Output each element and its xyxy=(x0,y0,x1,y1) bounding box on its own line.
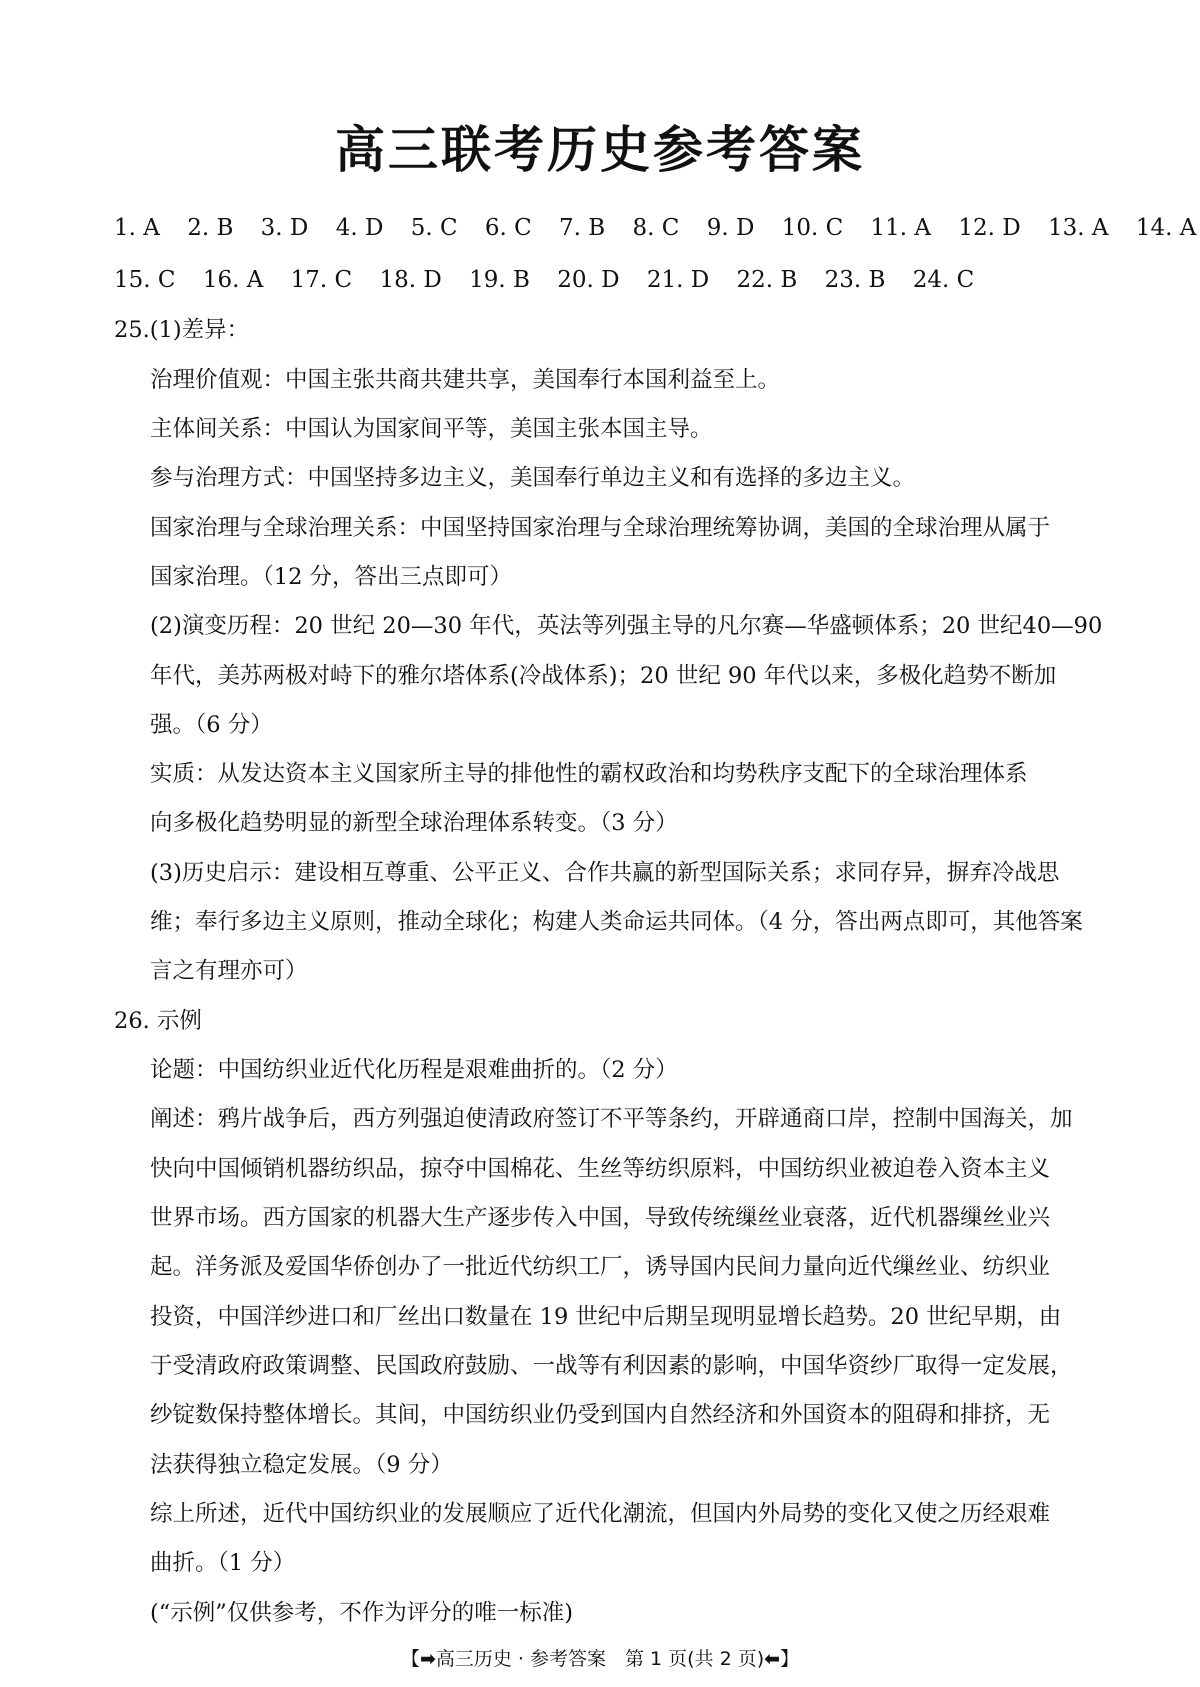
answer-item: 6. C xyxy=(484,215,532,241)
answer-item: 21. D xyxy=(646,267,710,293)
q25-line: 强。（6 分） xyxy=(150,712,273,738)
q25-line: (3)历史启示：建设相互尊重、公平正义、合作共赢的新型国际关系；求同存异，摒弃冷战思 xyxy=(150,860,1060,886)
answer-item: 20. D xyxy=(557,267,620,293)
answer-item: 2. B xyxy=(187,215,234,241)
q25-line: 主体间关系：中国认为国家间平等，美国主张本国主导。 xyxy=(150,416,713,442)
answer-item: 8. C xyxy=(632,215,680,241)
answer-item: 24. C xyxy=(912,267,975,293)
q25-line: 向多极化趋势明显的新型全球治理体系转变。（3 分） xyxy=(150,810,678,836)
q25-line: 国家治理与全球治理关系：中国坚持国家治理与全球治理统筹协调，美国的全球治理从属于 xyxy=(150,515,1051,541)
q25-heading: 25.(1)差异： xyxy=(114,317,250,343)
answer-item: 17. C xyxy=(290,267,353,293)
q26-heading: 26. 示例 xyxy=(114,1008,202,1034)
answer-item: 12. D xyxy=(958,215,1021,241)
q26-line: 曲折。（1 分） xyxy=(150,1550,296,1576)
q25-line: (2)演变历程：20 世纪 20—30 年代，英法等列强主导的凡尔赛—华盛顿体系；20 世纪40—90 xyxy=(150,613,1103,639)
answer-item: 11. A xyxy=(870,215,932,241)
q26-line: 快向中国倾销机器纺织品，掠夺中国棉花、生丝等纺织原料，中国纺织业被迫卷入资本主义 xyxy=(150,1156,1051,1182)
answer-item: 18. D xyxy=(379,267,442,293)
answer-item: 16. A xyxy=(202,267,264,293)
answer-item: 13. A xyxy=(1048,215,1109,241)
answer-item: 7. B xyxy=(559,215,606,241)
left-arrow-icon: ⬅ xyxy=(764,1648,781,1670)
q26-line: 于受清政府政策调整、民国政府鼓励、一战等有利因素的影响，中国华资纱厂取得一定发展， xyxy=(150,1353,1073,1379)
answer-item: 1. A xyxy=(114,215,160,241)
q26-line: 世界市场。西方国家的机器大生产逐步传入中国，导致传统缫丝业衰落，近代机器缫丝业兴 xyxy=(150,1205,1051,1231)
answer-item: 3. D xyxy=(260,215,309,241)
q25-line: 年代，美苏两极对峙下的雅尔塔体系(冷战体系)；20 世纪 90 年代以来，多极化趋势不断加 xyxy=(150,663,1057,689)
footer-right-bracket: 】 xyxy=(780,1648,800,1670)
q26-line: 起。洋务派及爱国华侨创办了一批近代纺织工厂，诱导国内民间力量向近代缫丝业、纺织业 xyxy=(150,1254,1051,1280)
q25-line: 维；奉行多边主义原则，推动全球化；构建人类命运共同体。（4 分，答出两点即可，其他答案 xyxy=(150,909,1083,935)
q25-line: 国家治理。（12 分，答出三点即可） xyxy=(150,564,513,590)
answer-item: 4. D xyxy=(335,215,384,241)
footer-left-bracket: 【 xyxy=(400,1648,420,1670)
answer-item: 5. C xyxy=(410,215,458,241)
answer-item: 14. A xyxy=(1135,215,1197,241)
answer-item: 22. B xyxy=(736,267,798,293)
q25-line: 实质：从发达资本主义国家所主导的排他性的霸权政治和均势秩序支配下的全球治理体系 xyxy=(150,761,1028,787)
page-title: 高三联考历史参考答案 xyxy=(335,121,865,179)
right-arrow-icon: ➡ xyxy=(419,1648,436,1670)
q26-line: 综上所述，近代中国纺织业的发展顺应了近代化潮流，但国内外局势的变化又使之历经艰难 xyxy=(150,1501,1051,1527)
page-footer xyxy=(0,1645,1200,1673)
q26-note: (“示例”仅供参考，不作为评分的唯一标准) xyxy=(150,1600,574,1626)
answer-item: 10. C xyxy=(781,215,844,241)
answer-item: 19. B xyxy=(469,267,530,293)
q26-line: 法获得独立稳定发展。（9 分） xyxy=(150,1452,453,1478)
answer-item: 23. B xyxy=(824,267,886,293)
answer-item: 9. D xyxy=(706,215,755,241)
q25-line: 治理价值观：中国主张共商共建共享，美国奉行本国利益至上。 xyxy=(150,367,781,393)
choice-answers-row-2 xyxy=(114,264,994,296)
q25-line: 言之有理亦可） xyxy=(150,958,308,984)
answer-item: 15. C xyxy=(114,267,176,293)
q26-line: 阐述：鸦片战争后，西方列强迫使清政府签订不平等条约，开辟通商口岸，控制中国海关，加 xyxy=(150,1106,1073,1132)
q26-line: 论题：中国纺织业近代化历程是艰难曲折的。（2 分） xyxy=(150,1057,678,1083)
q26-line: 纱锭数保持整体增长。其间，中国纺织业仍受到国内自然经济和外国资本的阻碍和排挤，无 xyxy=(150,1402,1051,1428)
choice-answers-row-1 xyxy=(114,212,1200,244)
footer-text: 高三历史 · 参考答案 第 1 页(共 2 页) xyxy=(435,1648,765,1670)
q26-line: 投资，中国洋纱进口和厂丝出口数量在 19 世纪中后期呈现明显增长趋势。20 世纪早期，由 xyxy=(150,1304,1062,1330)
q25-line: 参与治理方式：中国坚持多边主义，美国奉行单边主义和有选择的多边主义。 xyxy=(150,465,916,491)
